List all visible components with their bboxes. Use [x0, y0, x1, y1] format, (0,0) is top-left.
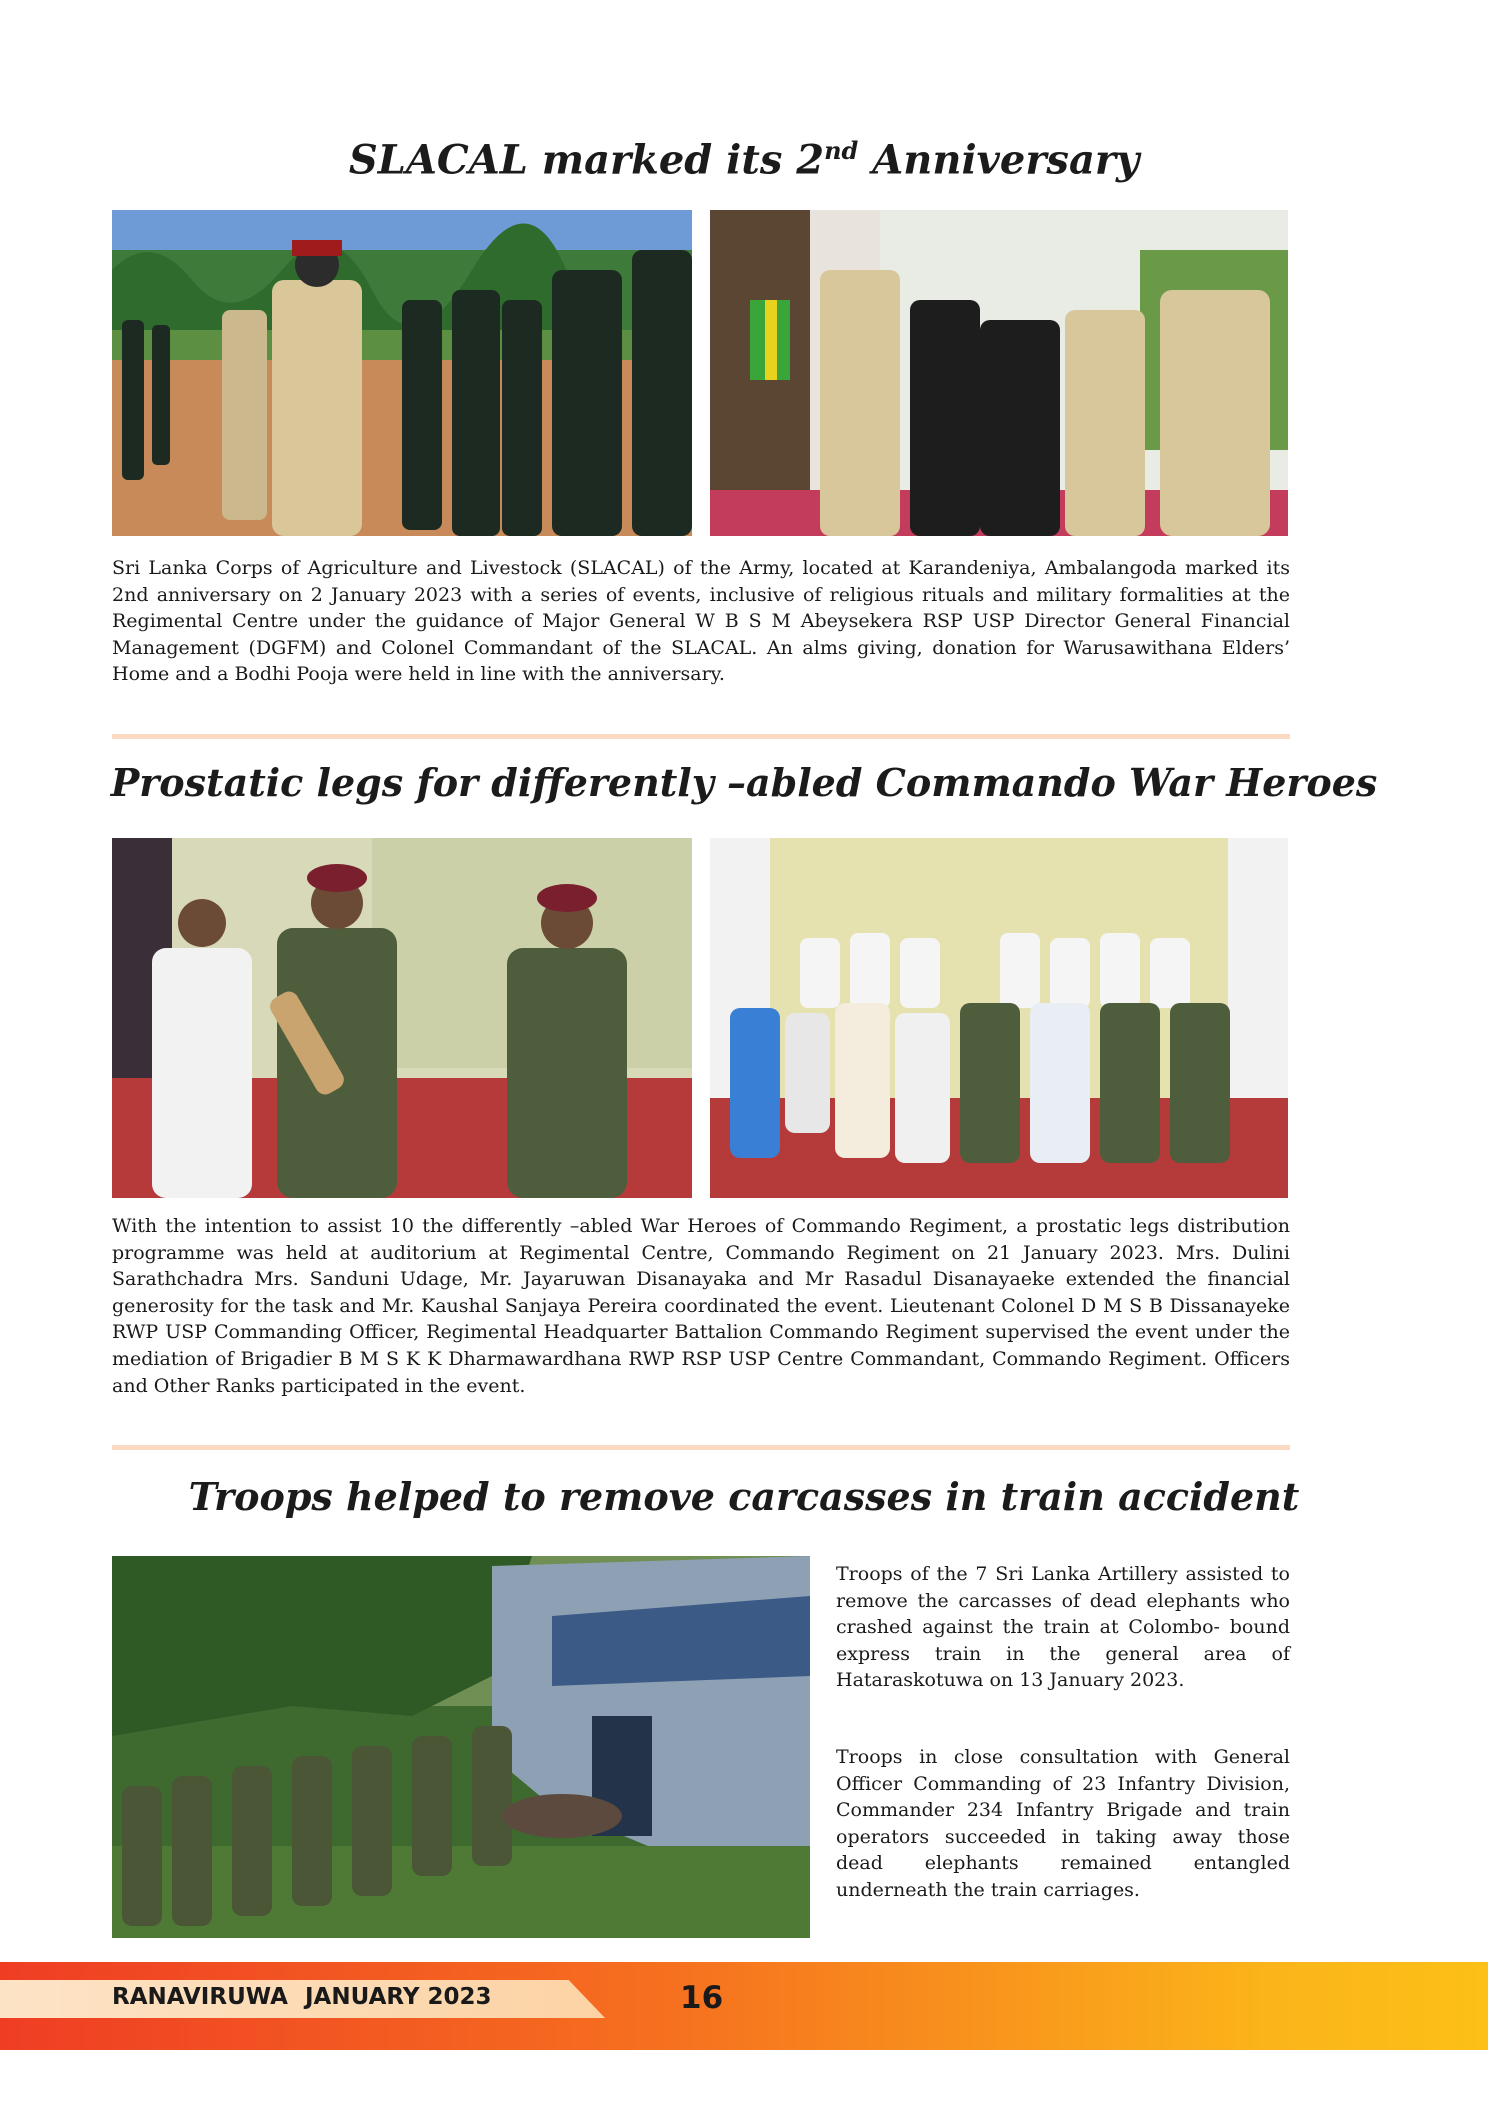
section3-body-paragraph-2: Troops in close consultation with General Officer Commanding of 23 Infantry Division, Commander 234 Infantry Brigade and train operators succeeded in taking away those dead elephants remained entangled underneath the train carriages.: [836, 1746, 1290, 1901]
section3-body-paragraph-1: Troops of the 7 Sri Lanka Artillery assisted to remove the carcasses of dead elephants who crashed against the train at Colombo- bound express train in the general area of Hataraskotuwa on 13 January 2023.: [836, 1563, 1290, 1692]
ribbon-ceremony-photo: [710, 210, 1288, 536]
section1-title: SLACAL marked its 2nd Anniversary: [348, 136, 1140, 184]
section2-title: Prostatic legs for differently –abled Commando War Heroes: [110, 760, 1378, 805]
section2-body: With the intention to assist 10 the differently –abled War Heroes of Commando Regiment, a prostatic legs distribution programme was held at auditorium at Regimental Centre, Commando Regiment on 21 January 2023. Mrs. Dulini Sarathchadra Mrs. Sanduni Udage, Mr. Jayaruwan Disanayaka and Mr Rasadul Disanayaeke extended the financial generosity for the task and Mr. Kaushal Sanjaya Pereira coordinated the event. Lieutenant Colonel D M S B Dissanayeke RWP USP Commanding Officer, Regimental Headquarter Battalion Commando Regiment supervised the event under the mediation of Brigadier B M S K K Dharmawardhana RWP RSP USP Centre Commandant, Commando Regiment. Officers and Other Ranks participated in the event.: [112, 1215, 1290, 1397]
section1-body: Sri Lanka Corps of Agriculture and Livestock (SLACAL) of the Army, located at Karandeniya, Ambalangoda marked its 2nd anniversary on 2 January 2023 with a series of events, inclusive of religious rituals and military formalities at the Regimental Centre under the guidance of Major General W B S M Abeysekera RSP USP Director General Financial Management (DGFM) and Colonel Commandant of the SLACAL. An alms giving, donation for Warusawithana Elders’ Home and a Bodhi Pooja were held in line with the anniversary.: [112, 557, 1290, 686]
section3-title: Troops helped to remove carcasses in train accident: [188, 1474, 1300, 1519]
section-divider-2: [112, 1445, 1290, 1450]
footer-label-strip: [0, 1980, 605, 2018]
prosthetic-handover-photo: [112, 838, 692, 1198]
parade-inspection-photo: [112, 210, 692, 536]
issue-date: JANUARY 2023: [305, 1984, 492, 2010]
section-divider-1: [112, 734, 1290, 739]
group-photo: [710, 838, 1288, 1198]
train-accident-photo: [112, 1556, 810, 1938]
page-number: 16: [680, 1980, 724, 2016]
publication-name: RANAVIRUWA: [112, 1984, 288, 2010]
